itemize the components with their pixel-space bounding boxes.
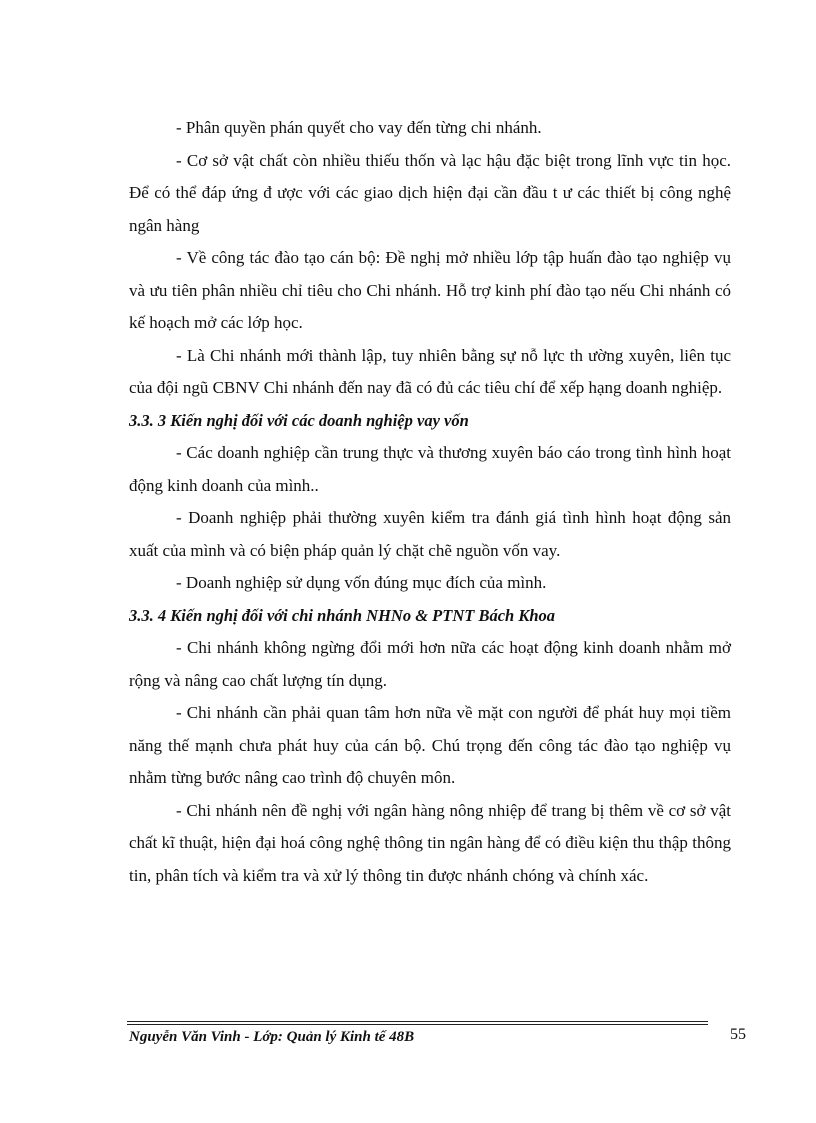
paragraph-borrower-inspection: - Doanh nghiệp phải thường xuyên kiểm tra đánh giá tình hình hoạt động sản xuất của mình và có biện pháp quản lý chặt chẽ nguồn vốn vay. (129, 508, 731, 560)
paragraph-new-branch: - Là Chi nhánh mới thành lập, tuy nhiên bằng sự nỗ lực th ường xuyên, liên tục của đội ngũ CBNV Chi nhánh đến nay đã có đủ các tiêu chí để xếp hạng doanh nghiệp. (129, 345, 731, 397)
section-heading-branch: 3.3. 4 Kiến nghị đối với chi nhánh NHNo & PTNT Bách Khoa (129, 605, 556, 625)
paragraph-branch-innovation: - Chi nhánh không ngừng đổi mới hơn nữa các hoạt động kinh doanh nhằm mở rộng và nâng cao chất lượng tín dụng. (129, 638, 731, 690)
page-body (129, 112, 731, 892)
paragraph-staff-training: - Về công tác đào tạo cán bộ: Đề nghị mở nhiều lớp tập huấn đào tạo nghiệp vụ và ưu tiên phân nhiều chỉ tiêu cho Chi nhánh. Hỗ trợ kinh phí đào tạo nếu Chi nhánh có kế hoạch mở các lớp học. (129, 248, 731, 332)
paragraph-branch-people: - Chi nhánh cần phải quan tâm hơn nữa về mặt con người để phát huy mọi tiềm năng thế mạnh chưa phát huy của cán bộ. Chú trọng đến công tác đào tạo nghiệp vụ nhằm từng bước nâng cao trình độ chuyên môn. (129, 703, 731, 787)
paragraph-borrower-reporting: - Các doanh nghiệp cần trung thực và thương xuyên báo cáo trong tình hình hoạt động kinh doanh của mình.. (129, 443, 731, 495)
page-number: 55 (730, 1026, 746, 1043)
paragraph-infrastructure: - Cơ sở vật chất còn nhiều thiếu thốn và lạc hậu đặc biệt trong lĩnh vực tin học. Để có thể đáp ứng đ ược với các giao dịch hiện đại cần đầu t ư các thiết bị công nghệ ngân hàng (129, 150, 731, 235)
footer-author-class: Nguyễn Văn Vinh - Lớp: Quản lý Kinh tế 48B (129, 1029, 415, 1045)
section-heading-borrowers: 3.3. 3 Kiến nghị đối với các doanh nghiệp vay vốn (129, 410, 469, 430)
paragraph-branch-technology: - Chi nhánh nên đề nghị với ngân hàng nông nhiệp để trang bị thêm về cơ sở vật chất kĩ thuật, hiện đại hoá công nghệ thông tin ngân hàng để có điều kiện thu thập thông tin, phân tích và kiểm tra và xử lý thông tin được nhánh chóng và chính xác. (129, 800, 731, 885)
paragraph-decision-authority: - Phân quyền phán quyết cho vay đến từng chi nhánh. (176, 118, 542, 137)
paragraph-borrower-usage: - Doanh nghiệp sử dụng vốn đúng mục đích của mình. (176, 573, 547, 592)
footer-divider (127, 1021, 708, 1025)
